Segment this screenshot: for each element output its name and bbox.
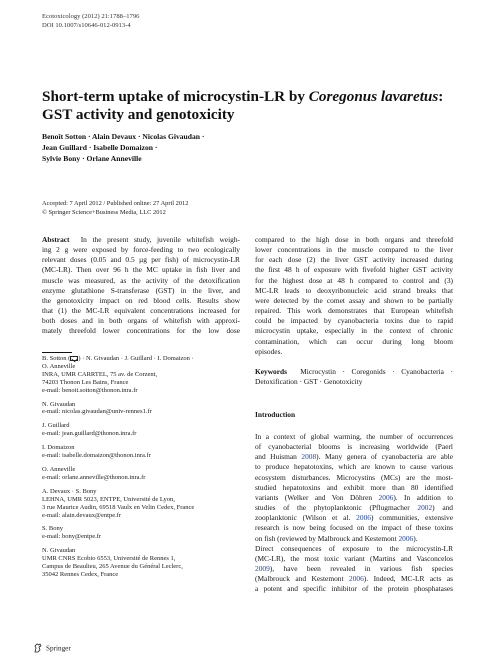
affiliations (42, 355, 267, 579)
affiliation-line: Campus de Beaulieu, 265 Avenue du Général Leclerc, (42, 563, 183, 571)
journal-citation: Ecotoxicology (2012) 21:1788–1796 (42, 13, 140, 20)
article-dates (42, 200, 188, 217)
abstract-line: for the highest dose at 48 h compared to control and (3) (255, 275, 453, 285)
affiliation-line: 74203 Thonon Les Bains, France (42, 378, 129, 386)
email-link[interactable]: e-mail: alain.devaux@entpe.fr (42, 511, 122, 519)
affiliation-line: J. Guillard (42, 422, 70, 430)
publisher-footer (33, 643, 71, 655)
email-link[interactable]: e-mail: orlane.anneville@thonon.inra.fr (42, 473, 146, 481)
abstract-line: ing 2 g were exposed by force-feeding to two ecologically (42, 245, 240, 255)
title-species: Coregonus lavaretus (308, 88, 439, 105)
email-link[interactable]: e-mail: isabelle.domaizon@thonon.inra.fr (42, 452, 151, 460)
abstract-line: lower concentrations in the muscle compared to the liver (255, 245, 453, 255)
author-line[interactable]: Jean Guillard · Isabelle Domaizon · (42, 143, 158, 152)
affiliation-line: O. Anneville (42, 362, 76, 370)
email-link[interactable]: e-mail: nicolas.givaudan@univ-rennes1.fr (42, 408, 152, 416)
intro-line: (Malbrouck and Kestemont 2006). Indeed, MC-LR acts as (255, 574, 453, 584)
affiliation-line: UMR CNRS Ecobio 6553, Université de Rennes 1, (42, 555, 176, 563)
email-link[interactable]: e-mail: jean.guillard@thonon.inra.fr (42, 430, 137, 438)
copyright: © Springer Science+Business Media, LLC 2012 (42, 208, 166, 216)
abstract-line: for each dose (2) the liver GST activity increased during (255, 255, 453, 265)
footnote-rule (42, 352, 72, 353)
abstract-line: enzyme glutathione S-transferase (GST) in the liver, and (42, 285, 240, 295)
abstract-line: could be impacted by cyanobacteria toxins due to rapid (255, 316, 453, 326)
abstract-line: Abstract In the present study, juvenile whitefish weigh- (42, 235, 240, 244)
intro-line: research is now being focused on the impact of these toxins (255, 523, 453, 533)
abstract-line: episodes. (255, 346, 283, 356)
intro-line: Direct consequences of exposure to the microcystin-LR (255, 543, 453, 553)
abstract-line: were detected by the comet assay and shown to be partially (255, 295, 453, 305)
intro-line: zooplanktonic (Wilson et al. 2006) communities, extensive (255, 513, 453, 523)
introduction-body (255, 432, 453, 595)
abstract-label: Abstract (42, 235, 70, 244)
affiliation-line: O. Anneville (42, 465, 76, 473)
title-line2: GST activity and genotoxicity (42, 106, 235, 123)
affiliation-line: 35042 Rennes Cedex, France (42, 570, 119, 578)
intro-line: In a context of global warming, the number of occurrences (255, 432, 453, 441)
author-list (42, 131, 302, 164)
author-line[interactable]: Benoît Sotton · Alain Devaux · Nicolas Givaudan · (42, 132, 205, 141)
intro-line: on fish (reviewed by Malbrouck and Kestemont 2006). (255, 533, 418, 543)
intro-line: and Huisman 2008). Many genera of cyanobacteria are able (255, 452, 453, 462)
abstract-line: muscle was measured, as the activity of the detoxification (42, 275, 240, 285)
envelope-icon (70, 356, 78, 361)
author-line[interactable]: Sylvie Bony · Orlane Anneville (42, 154, 142, 163)
affiliation-line: 3 rue Maurice Audin, 69518 Vaulx en Velin Cedex, France (42, 503, 195, 511)
abstract-right (255, 235, 453, 357)
publisher-name: Springer (46, 644, 71, 653)
abstract-line: MC-LR leads to deoxyribonucleic acid strand breaks that (255, 285, 453, 295)
affiliation-line: INRA, UMR CARRTEL, 75 av. de Corzent, (42, 370, 158, 378)
intro-line: 2009), have been revealed in various fish species (255, 564, 453, 574)
intro-line: studied hepatotoxins and exhibit more than 80 identified (255, 482, 453, 492)
abstract-line: microcystin uptake, especially in the context of chronic (255, 326, 453, 336)
accepted-published: Accepted: 7 April 2012 / Published online: 27 April 2012 (42, 200, 189, 207)
email-link[interactable]: e-mail: benoit.sotton@thonon.inra.fr (42, 386, 138, 394)
email-link[interactable]: e-mail: bony@entpe.fr (42, 533, 102, 541)
abstract-line: (MC-LR). Then over 96 h the MC uptake in fish liver and (42, 265, 240, 275)
title-part2: : (438, 88, 444, 105)
title-part1: Short-term uptake of microcystin-LR by (42, 88, 309, 105)
intro-line: to produce hepatotoxins, which are known to cause various (255, 462, 453, 472)
keywords-line: Keywords Microcystin · Coregonids · Cyanobacteria · (255, 367, 453, 376)
springer-horse-icon (33, 643, 43, 655)
affiliation-line: N. Givaudan (42, 400, 76, 408)
intro-line: studies of the phytoplanktonic (Pflugmacher 2002) and (255, 503, 453, 513)
intro-line: (MC-LR), the most toxic variant (Martins and Vasconcelos (255, 553, 453, 563)
abstract-line: that (1) the MC-LR equivalent concentrations increased for (42, 306, 240, 316)
intro-line: ecosystem disturbances. Microcystins (MCs) are the most- (255, 472, 453, 482)
keywords-label: Keywords (255, 367, 288, 376)
abstract-line: compared to the high dose in both organs and threefold (255, 235, 453, 244)
keywords-line: Detoxification · GST · Genotoxicity (255, 377, 363, 387)
affiliation-line: N. Givaudan (42, 547, 76, 555)
article-title (42, 88, 462, 124)
affiliation-line: S. Bony (42, 525, 63, 533)
introduction-heading: Introduction (255, 410, 296, 419)
keywords (255, 367, 453, 387)
affiliation-line: B. Sotton ( ) · N. Givaudan · J. Guillard · I. Domaizon · (42, 355, 194, 362)
affiliation-line: I. Domaizon (42, 444, 75, 452)
abstract-line: relevant doses (0.05 and 0.5 µg per fish) of microcystin-LR (42, 255, 240, 265)
abstract-line: the first 48 h of exposure with fivefold higher GST activity (255, 265, 453, 275)
abstract-line: the genotoxicity impact on red blood cells. Results show (42, 295, 240, 305)
abstract-line: both doses and in both organs of whitefish with approxi- (42, 316, 240, 326)
abstract-line: mately threefold lower concentrations for the low dose (42, 326, 240, 336)
intro-line: of cyanobacterial blooms is increasing worldwide (Paerl (255, 442, 453, 452)
affiliation-line: A. Devaux · S. Bony (42, 487, 97, 495)
abstract-line: repaired. This work demonstrates that European whitefish (255, 306, 453, 316)
intro-line: a potent and specific inhibitor of the protein phosphatases (255, 584, 453, 594)
abstract-line: contamination, which can occur during long bloom (255, 336, 453, 346)
intro-line: variants (Welker and Von Döhren 2006). In addition to (255, 492, 453, 502)
abstract-left (42, 235, 240, 337)
affiliation-line: LEHNA, UMR 5023, ENTPE, Université de Lyon, (42, 495, 175, 503)
doi[interactable]: DOI 10.1007/s10646-012-0913-4 (42, 22, 131, 29)
